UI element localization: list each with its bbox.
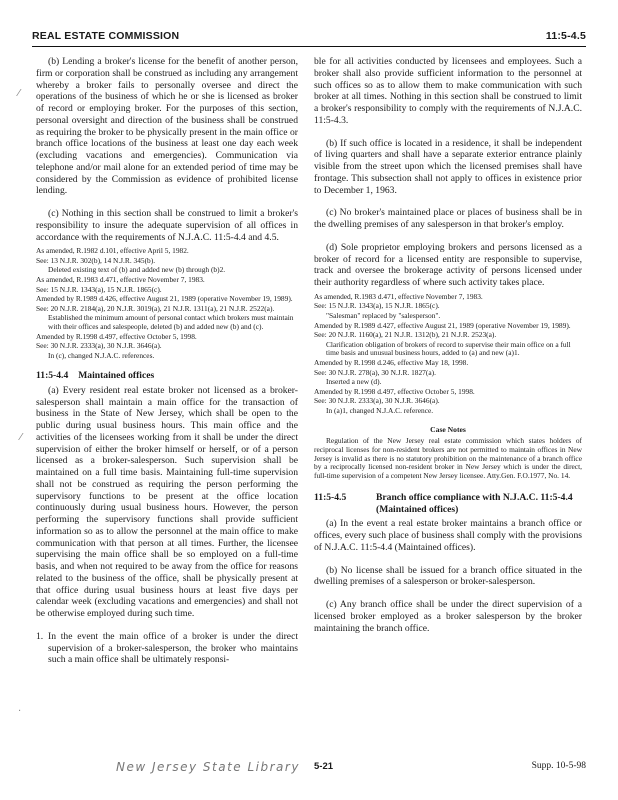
page-number: 5-21	[314, 761, 334, 772]
history-note-line: See: 30 N.J.R. 278(a), 30 N.J.R. 1827(a).	[314, 367, 436, 377]
history-note-line: See: 13 N.J.R. 302(b), 14 N.J.R. 345(b).	[36, 255, 156, 265]
history-note-line: Clarification obligation of brokers of record to supervise their main office on a full time basis and unusual business hours, added to (a) and new (a)1.	[326, 339, 571, 358]
history-note-line: Amended by R.1998 d.497, effective October 5, 1998.	[314, 386, 475, 396]
header-title: REAL ESTATE COMMISSION	[32, 30, 180, 42]
paragraph-c: (c) No broker's maintained place or places of business shall be in the dwelling premises of any salesperson in that broker's employ.	[314, 207, 582, 230]
margin-tick-mark: ⁄	[20, 432, 22, 443]
paragraph-c: (c) Nothing in this section shall be construed to limit a broker's responsibility to insure the adequate supervision of all offices in accordance with the requirements of N.J.A.C. 11:5-4.4 and 4.5.	[36, 208, 298, 243]
case-notes-text: Regulation of the New Jersey real estate commission which states holders of reciprocal licenses for non-resident brokers are not permitted to maintain offices in New Jersey is invalid as there is no statutory prohibition on the maintenance of a branch office by a reciprocally licensed non-resident broker in New Jersey which is under the direct, full-time supervision of a competent New Jersey licensee. Atty.Gen. F.O.1977, No. 14.	[314, 436, 582, 480]
section-number: 11:5-4.4	[36, 370, 69, 382]
history-note-line: See: 30 N.J.R. 2333(a), 30 N.J.R. 3646(a).	[314, 396, 440, 406]
paragraph-d: (d) Sole proprietor employing brokers and persons licensed as a broker of record for a licensed entity are responsible to supervise, track and oversee the brokerage activity of persons licensed under their authority regardless of where such activity takes place.	[314, 241, 582, 288]
header-section-number: 11:5-4.5	[545, 30, 586, 42]
section-number: 11:5-4.5	[314, 492, 347, 504]
page-footer	[32, 760, 586, 776]
history-note-line: In (c), changed N.J.A.C. references.	[48, 350, 155, 360]
paragraph-b: (b) Lending a broker's license for the benefit of another person, firm or corporation shall be construed as including any arrangement whereby a broker fails to personally oversee and direct the operations of the business of which he or she is licensed as broker of record or employing broker. For the purposes of this section, personal oversight and direction of the business shall be construed as requiring the broker to be physically present in the main office or branch office locations of the business at least one day each week (excluding vacations and emergencies). Communication via telephone and/or mail alone for an extended period of time may be considered by the Commission as evidence of prohibited license lending.	[36, 56, 298, 197]
history-note-line: See: 20 N.J.R. 2184(a), 20 N.J.R. 3019(a), 21 N.J.R. 1311(a), 21 N.J.R. 2522(a).	[36, 303, 275, 313]
history-note-block	[36, 247, 298, 360]
running-header	[32, 30, 586, 46]
left-column	[36, 56, 298, 677]
history-note-line: Amended by R.1998 d.246, effective May 18, 1998.	[314, 357, 469, 367]
history-note-line: In (a)1, changed N.J.A.C. reference.	[326, 405, 434, 415]
history-note-line: As amended, R.1982 d.101, effective April 5, 1982.	[36, 246, 189, 256]
paragraph-a: (a) In the event a real estate broker maintains a branch office or offices, every such place of business shall comply with the provisions of N.J.A.C. 11:5-4.4 (Maintained offices).	[314, 518, 582, 553]
margin-tick-mark: ⁄	[18, 88, 20, 99]
history-note-line: Established the minimum amount of personal contact which brokers must maintain with their offices and salespeople, deleted (b) and added new (b) and (c).	[48, 313, 294, 331]
history-note-line: Deleted existing text of (b) and added new (b) through (b)2.	[48, 265, 226, 275]
history-note-line: As amended, R.1983 d.471, effective November 7, 1983.	[314, 291, 483, 301]
list-item-label: 1.	[36, 630, 44, 642]
section-title: Branch office compliance with N.J.A.C. 11:5-4.4 (Maintained offices)	[376, 492, 573, 515]
history-note-line: See: 15 N.J.R. 1343(a), 15 N.J.R. 1865(c).	[36, 284, 162, 294]
list-item	[36, 631, 298, 666]
history-note-line: See: 30 N.J.R. 2333(a), 30 N.J.R. 3646(a).	[36, 341, 162, 351]
section-heading	[314, 492, 582, 515]
history-note-line: As amended, R.1983 d.471, effective November 7, 1983.	[36, 275, 205, 285]
section-heading	[36, 370, 298, 382]
list-item-continuation: ble for all activities conducted by licensees and employees. Such a broker shall also provide sufficient information to the personnel at such offices so as to allow them to make communication with such broker at all times. Nothing in this section shall be construed to limit a broker's responsibility to comply with the requirements of N.J.A.C. 11:5-4.3.	[314, 56, 582, 126]
supplement-date: Supp. 10-5-98	[531, 761, 586, 771]
right-column	[314, 56, 582, 645]
library-stamp: New Jersey State Library	[116, 760, 300, 774]
section-title: Maintained offices	[78, 370, 155, 382]
history-note-line: Inserted a new (d).	[326, 377, 382, 387]
history-note-line: Amended by R.1989 d.427, effective August 21, 1989 (operative November 19, 1989).	[314, 320, 571, 330]
header-rule	[32, 46, 586, 47]
history-note-line: See: 15 N.J.R. 1343(a), 15 N.J.R. 1865(c).	[314, 301, 440, 311]
paragraph-c: (c) Any branch office shall be under the direct supervision of a licensed broker employed as a broker salesperson by the broker maintaining the branch office.	[314, 599, 582, 634]
list-item-text: In the event the main office of a broker is under the direct supervision of a broker-salesperson, the broker who maintains such a main office shall be ultimately responsi-	[48, 630, 298, 666]
history-note-block	[314, 293, 582, 416]
paragraph-a: (a) Every resident real estate broker not licensed as a broker-salesperson shall maintain a main office for the transaction of business in the State of New Jersey, which shall be open to the public during usual business hours. This main office and the activities of the licensees working from it shall be under the direct supervision of either the broker himself or herself, or of a person licensed as a broker-salesperson. Such supervision shall be maintained on a full time basis. Maintaining full-time supervision shall not be construed as requiring the person performing the supervisory functions to be present at the office location continuously during usual business hours. However, the person performing the supervisory functions shall provide sufficient information so as to allow the personnel at the main office to make communication with that person at all times. Further, the licensee supervising the main office shall be so employed on a full-time basis, and when not required to be away from the office for reasons related to the business of the office, shall be physically present at that office during usual business hours at least five days per calendar week (excluding vacations and emergencies) and shall not be otherwise employed during such time.	[36, 384, 298, 620]
history-note-line: See: 20 N.J.R. 1160(a), 21 N.J.R. 1312(b), 21 N.J.R. 2523(a).	[314, 330, 497, 340]
history-note-line: Amended by R.1989 d.426, effective August 21, 1989 (operative November 19, 1989).	[36, 294, 293, 304]
history-note-line: "Salesman" replaced by "salesperson".	[326, 310, 441, 320]
paragraph-b: (b) If such office is located in a residence, it shall be independent of living quarters and shall have a separate exterior entrance plainly visible from the street upon which the licensed premises shall have frontage. This subsection shall not apply to offices in existence prior to December 1, 1963.	[314, 137, 582, 196]
paragraph-b: (b) No license shall be issued for a branch office situated in the dwelling premises of a salesperson or broker-salesperson.	[314, 564, 582, 588]
history-note-line: Amended by R.1998 d.497, effective October 5, 1998.	[36, 331, 197, 341]
margin-tick-mark: ·	[18, 706, 22, 717]
case-notes-heading: Case Notes	[430, 425, 466, 435]
